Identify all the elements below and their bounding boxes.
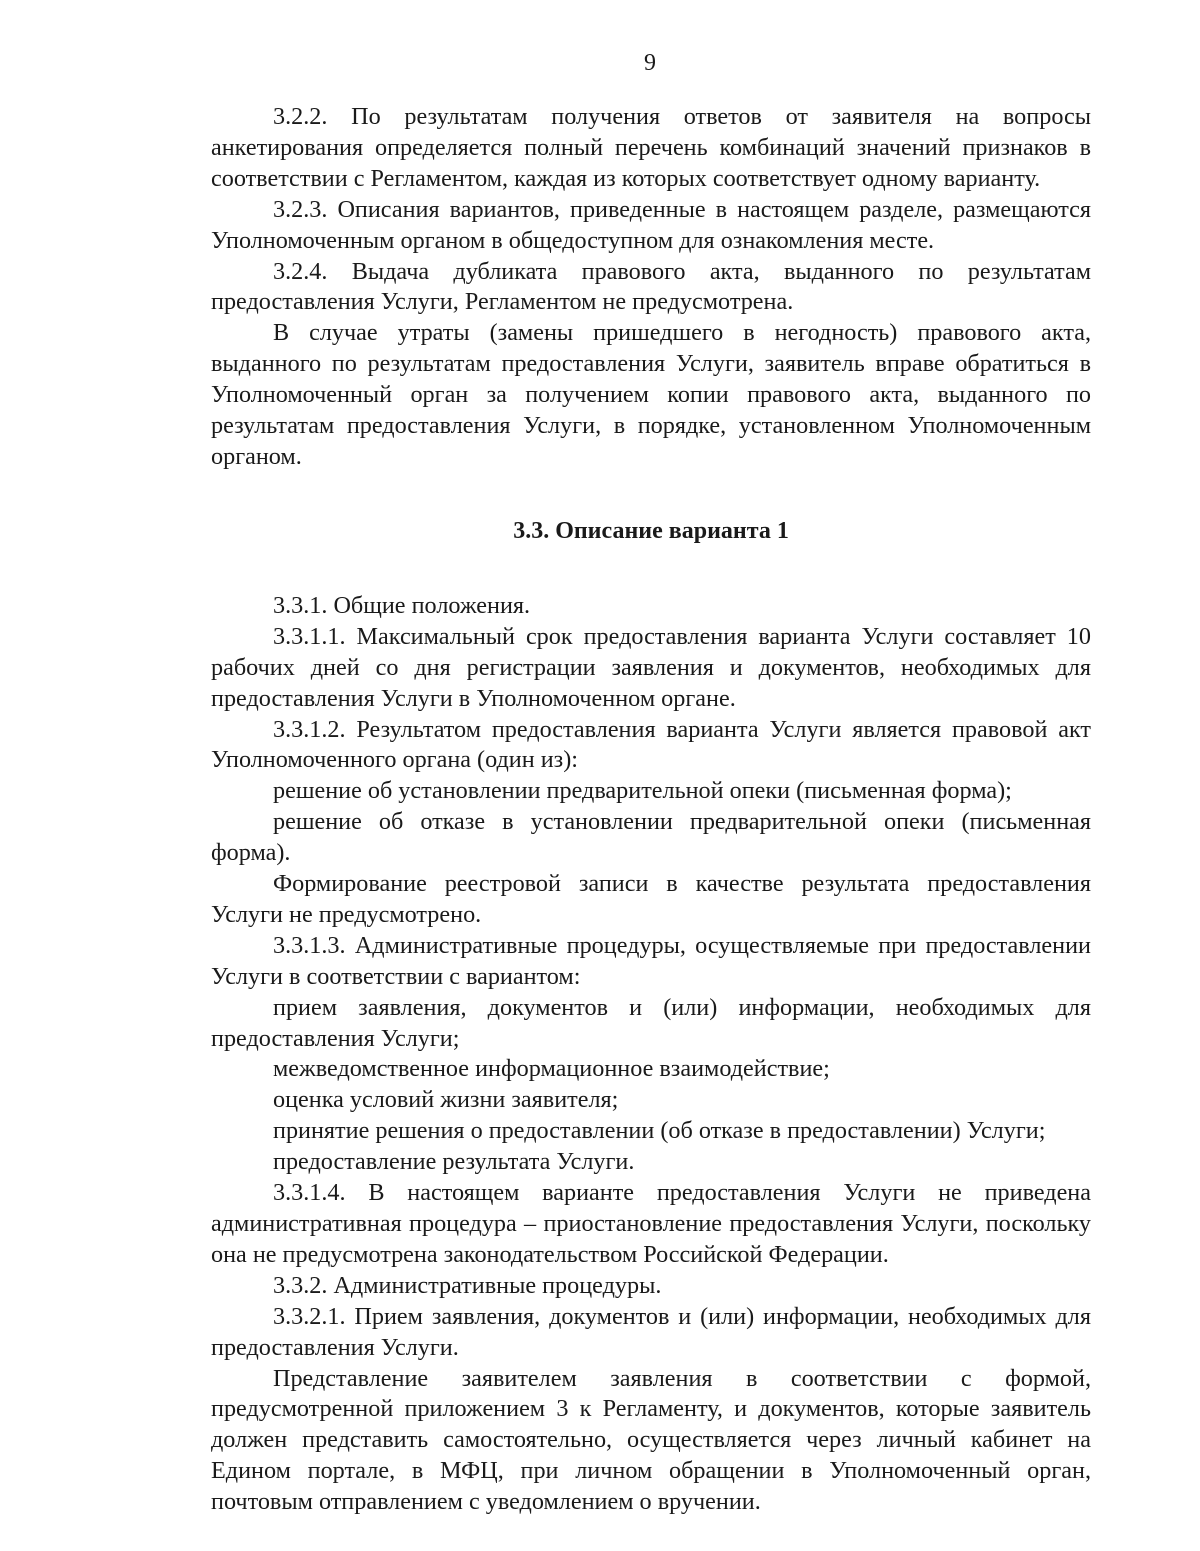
- paragraph-3-3-2: 3.3.2. Административные процедуры.: [273, 1271, 662, 1299]
- page-number: 9: [644, 50, 656, 76]
- paragraph-registry-record: Формирование реестровой записи в качестве результата предоставления Услуги не предусмотрено.: [211, 870, 1091, 928]
- paragraph-3-3-1-3: 3.3.1.3. Административные процедуры, осуществляемые при предоставлении Услуги в соответствии с вариантом:: [211, 931, 1091, 990]
- section-heading: 3.3. Описание варианта 1: [513, 517, 789, 544]
- paragraph-3-3-2-1: 3.3.2.1. Прием заявления, документов и (или) информации, необходимых для предоставления Услуги.: [211, 1302, 1091, 1361]
- paragraph-3-3-1-1: 3.3.1.1. Максимальный срок предоставления варианта Услуги составляет 10 рабочих дней со дня регистрации заявления и документов, необходимых для предоставления Услуги в Уполномоченном органе.: [211, 622, 1091, 712]
- paragraph-submission: Представление заявителем заявления в соответствии с формой, предусмотренной приложением 3 к Регламенту, и документов, которые заявитель должен представить самостоятельно, осуществляется через личный кабинет на Едином портале, в МФЦ, при личном обращении в Уполномоченный орган, почтовым отправлением с уведомлением о вручении.: [211, 1364, 1091, 1516]
- paragraph-loss-case: В случае утраты (замены пришедшего в негодность) правового акта, выданного по результатам предоставления Услуги, заявитель вправе обратиться в Уполномоченный орган за получением копии правового акта, выданного по результатам предоставления Услуги, в порядке, установленном Уполномоченным органом.: [211, 319, 1091, 470]
- list-item-procedure-3: оценка условий жизни заявителя;: [273, 1086, 619, 1114]
- list-item-result-2: решение об отказе в установлении предварительной опеки (письменная форма).: [211, 808, 1091, 867]
- paragraph-3-2-2: 3.2.2. По результатам получения ответов от заявителя на вопросы анкетирования определяется полный перечень комбинаций значений признаков в соответствии с Регламентом, каждая из которых соответствует одному варианту.: [211, 103, 1091, 192]
- document-body: [211, 102, 1091, 1518]
- list-item-procedure-5: предоставление результата Услуги.: [273, 1148, 635, 1176]
- list-item-result-1: решение об установлении предварительной опеки (письменная форма);: [273, 777, 1012, 805]
- list-item-procedure-1: прием заявления, документов и (или) информации, необходимых для предоставления Услуги;: [211, 993, 1091, 1052]
- paragraph-3-3-1-2: 3.3.1.2. Результатом предоставления варианта Услуги является правовой акт Уполномоченного органа (один из):: [211, 715, 1091, 774]
- paragraph-3-3-1-4: 3.3.1.4. В настоящем варианте предоставления Услуги не приведена административная процедура – приостановление предоставления Услуги, поскольку она не предусмотрена законодательством Российской Федерации.: [211, 1179, 1091, 1268]
- list-item-procedure-4: принятие решения о предоставлении (об отказе в предоставлении) Услуги;: [273, 1117, 1046, 1145]
- paragraph-3-2-3: 3.2.3. Описания вариантов, приведенные в настоящем разделе, размещаются Уполномоченным органом в общедоступном для ознакомления месте.: [211, 195, 1091, 254]
- paragraph-3-3-1: 3.3.1. Общие положения.: [273, 591, 531, 619]
- list-item-procedure-2: межведомственное информационное взаимодействие;: [273, 1055, 830, 1083]
- paragraph-3-2-4: 3.2.4. Выдача дубликата правового акта, выданного по результатам предоставления Услуги, Регламентом не предусмотрена.: [211, 257, 1091, 316]
